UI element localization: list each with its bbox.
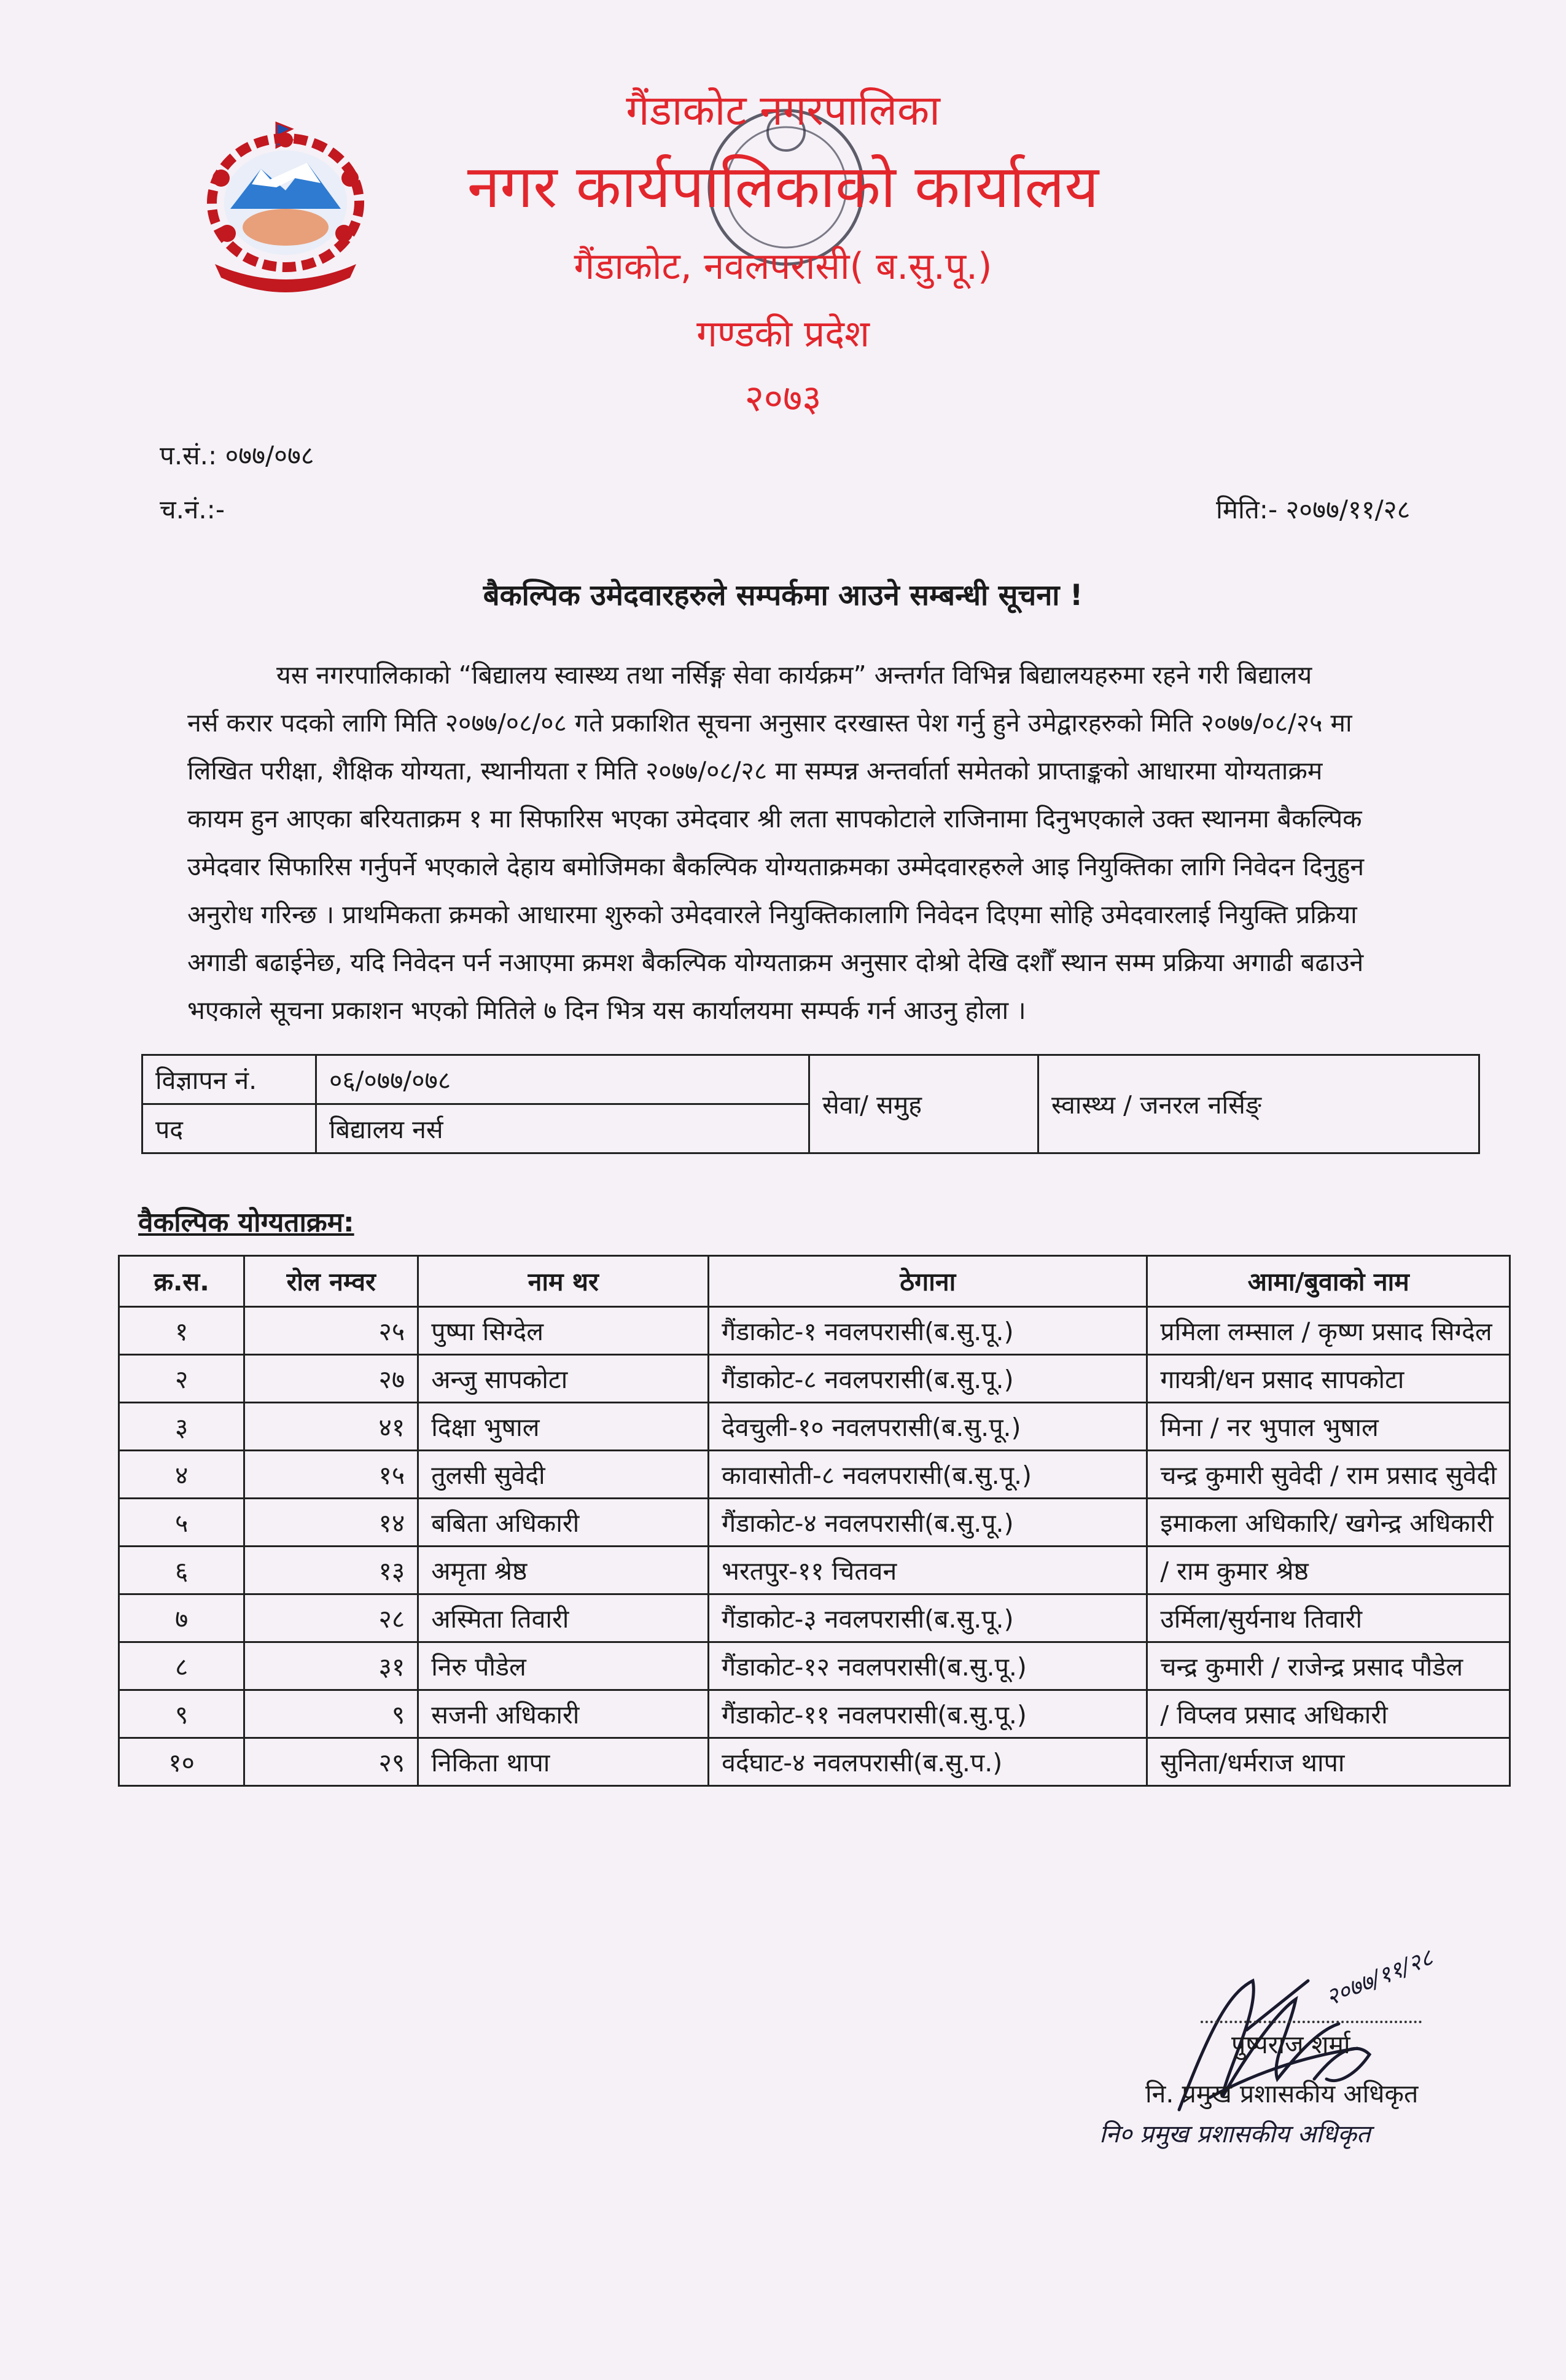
cell-name: दिक्षा भुषाल [418, 1403, 709, 1451]
cell-parents: चन्द्र कुमारी / राजेन्द्र प्रसाद पौडेल [1147, 1642, 1510, 1690]
cell-address: गैंडाकोट-१ नवलपरासी(ब.सु.पू.) [709, 1307, 1147, 1355]
cell-serial: ३ [119, 1403, 244, 1451]
cell-name: तुलसी सुवेदी [418, 1451, 709, 1499]
table-row [119, 1451, 1510, 1499]
cell-roll: २८ [244, 1594, 418, 1642]
cell-roll: २७ [244, 1355, 418, 1403]
office-title: नगर कार्यपालिकाको कार्यालय [467, 152, 1099, 221]
cell-address: भरतपुर-११ चितवन [709, 1547, 1147, 1594]
body-line: अनुरोध गरिन्छ । प्राथमिकता क्रमको आधारमा शुरुको उमेदवारले नियुक्तिकालागि निवेदन दिएमा सोहि उमेदवारलाई नियुक्ति प्रक्रिया [187, 900, 1357, 929]
column-header-serial: क्र.स. [119, 1256, 244, 1307]
table-row [119, 1642, 1510, 1690]
cell-roll: १५ [244, 1451, 418, 1499]
cell-parents: / विप्लव प्रसाद अधिकारी [1147, 1690, 1510, 1738]
table-header-row [119, 1256, 1510, 1307]
column-header-parents: आमा/बुवाको नाम [1147, 1256, 1510, 1307]
cell-roll: १४ [244, 1499, 418, 1547]
cell-address: गैंडाकोट-४ नवलपरासी(ब.सु.पू.) [709, 1499, 1147, 1547]
cell-name: पुष्पा सिग्देल [418, 1307, 709, 1355]
cell-parents: इमाकला अधिकारि/ खगेन्द्र अधिकारी [1147, 1499, 1510, 1547]
cell-parents: सुनिता/धर्मराज थापा [1147, 1738, 1510, 1786]
handwritten-date: २०७७/११/२८ [1322, 1943, 1437, 2011]
post-label: पद [142, 1104, 316, 1153]
body-line: लिखित परीक्षा, शैक्षिक योग्यता, स्थानीयता र मिति २०७७/०८/२८ मा सम्पन्न अन्तर्वार्ता समेतको प्राप्ताङ्कको आधारमा योग्यताक्रम [187, 756, 1323, 786]
cell-name: निरु पौडेल [418, 1642, 709, 1690]
cell-name: निकिता थापा [418, 1738, 709, 1786]
dispatch-number: च.नं.:- [160, 494, 225, 525]
cell-parents: प्रमिला लम्साल / कृष्ण प्रसाद सिग्देल [1147, 1307, 1510, 1355]
signature-scribble [1155, 2196, 1462, 2380]
cell-roll: १३ [244, 1547, 418, 1594]
signature-line [1201, 2021, 1422, 2023]
cell-serial: ९ [119, 1690, 244, 1738]
province-name: गण्डकी प्रदेश [696, 313, 870, 356]
cell-serial: ६ [119, 1547, 244, 1594]
table-row [119, 1403, 1510, 1451]
body-line: उमेदवार सिफारिस गर्नुपर्ने भएकाले देहाय बमोजिमका बैकल्पिक योग्यताक्रमका उम्मेदवारहरुले आइ नियुक्तिका लागि निवेदन दिनुहुन [187, 852, 1365, 881]
office-address: गैंडाकोट, नवलपरासी( ब.सु.पू.) [574, 245, 992, 288]
cell-address: गैंडाकोट-३ नवलपरासी(ब.सु.पू.) [709, 1594, 1147, 1642]
cell-name: अस्मिता तिवारी [418, 1594, 709, 1642]
table-row [119, 1738, 1510, 1786]
cell-roll: ४१ [244, 1403, 418, 1451]
signatory-name: पुष्पराज शर्मा [1231, 2030, 1350, 2059]
established-year: २०७३ [744, 377, 822, 420]
merit-list-body [119, 1307, 1510, 1786]
advertisement-label: विज्ञापन नं. [142, 1055, 316, 1104]
advertisement-number: ०६/०७७/०७८ [316, 1055, 809, 1104]
cell-name: अमृता श्रेष्ठ [418, 1547, 709, 1594]
notice-date: मिति:- २०७७/११/२८ [1216, 494, 1411, 525]
cell-serial: ८ [119, 1642, 244, 1690]
table-row [119, 1547, 1510, 1594]
cell-address: गैंडाकोट-८ नवलपरासी(ब.सु.पू.) [709, 1355, 1147, 1403]
body-line: भएकाले सूचना प्रकाशन भएको मितिले ७ दिन भित्र यस कार्यालयमा सम्पर्क गर्न आउनु होला । [187, 996, 1026, 1025]
cell-name: बबिता अधिकारी [418, 1499, 709, 1547]
table-row [119, 1307, 1510, 1355]
cell-parents: उर्मिला/सुर्यनाथ तिवारी [1147, 1594, 1510, 1642]
cell-address: गैंडाकोट-११ नवलपरासी(ब.सु.पू.) [709, 1690, 1147, 1738]
reference-number: प.सं.: ०७७/०७८ [160, 440, 314, 470]
cell-roll: २५ [244, 1307, 418, 1355]
post-value: बिद्यालय नर्स [316, 1104, 809, 1153]
cell-name: सजनी अधिकारी [418, 1690, 709, 1738]
cell-parents: गायत्री/धन प्रसाद सापकोटा [1147, 1355, 1510, 1403]
notice-title: बैकल्पिक उमेदवारहरुले सम्पर्कमा आउने सम्बन्धी सूचना ! [483, 579, 1083, 612]
table-row [119, 1594, 1510, 1642]
service-group-label: सेवा/ समुह [809, 1055, 1038, 1153]
municipality-name: गैंडाकोट नगरपालिका [626, 87, 940, 135]
cell-serial: १० [119, 1738, 244, 1786]
body-line: यस नगरपालिकाको “बिद्यालय स्वास्थ्य तथा नर्सिङ्ग सेवा कार्यक्रम” अन्तर्गत विभिन्न बिद्यालयहरुमा रहने गरी बिद्यालय [276, 660, 1312, 690]
cell-parents: मिना / नर भुपाल भुषाल [1147, 1403, 1510, 1451]
table-row [119, 1499, 1510, 1547]
column-header-name: नाम थर [418, 1256, 709, 1307]
cell-roll: २९ [244, 1738, 418, 1786]
cell-serial: १ [119, 1307, 244, 1355]
body-line: नर्स करार पदको लागि मिति २०७७/०८/०८ गते प्रकाशित सूचना अनुसार दरखास्त पेश गर्नु हुने उमेद्वारहरुको मिति २०७७/०८/२५ मा [187, 708, 1352, 738]
cell-address: कावासोती-८ नवलपरासी(ब.सु.पू.) [709, 1451, 1147, 1499]
signatory-designation: नि. प्रमुख प्रशासकीय अधिकृत [1145, 2079, 1419, 2109]
merit-list-title: वैकल्पिक योग्यताक्रम: [138, 1207, 354, 1238]
table-row [119, 1355, 1510, 1403]
body-line: कायम हुन आएका बरियताक्रम १ मा सिफारिस भएका उमेदवार श्री लता सापकोटाले राजिनामा दिनुभएकाले उक्त स्थानमा बैकल्पिक [187, 804, 1362, 833]
cell-serial: ५ [119, 1499, 244, 1547]
handwritten-designation: नि० प्रमुख प्रशासकीय अधिकृत [1099, 2120, 1371, 2148]
cell-address: वर्दघाट-४ नवलपरासी(ब.सु.प.) [709, 1738, 1147, 1786]
cell-serial: ७ [119, 1594, 244, 1642]
cell-address: देवचुली-१० नवलपरासी(ब.सु.पू.) [709, 1403, 1147, 1451]
merit-list-table [118, 1255, 1511, 1787]
cell-serial: २ [119, 1355, 244, 1403]
body-line: अगाडी बढाईनेछ, यदि निवेदन पर्न नआएमा क्रमश बैकल्पिक योग्यताक्रम अनुसार दोश्रो देखि दशौँ स्थान सम्म प्रक्रिया अगाढी बढाउने [187, 948, 1364, 977]
cell-roll: ९ [244, 1690, 418, 1738]
service-group-value: स्वास्थ्य / जनरल नर्सिङ् [1038, 1055, 1479, 1153]
cell-parents: / राम कुमार श्रेष्ठ [1147, 1547, 1510, 1594]
column-header-address: ठेगाना [709, 1256, 1147, 1307]
column-header-roll: रोल नम्वर [244, 1256, 418, 1307]
table-row [119, 1690, 1510, 1738]
cell-parents: चन्द्र कुमारी सुवेदी / राम प्रसाद सुवेदी [1147, 1451, 1510, 1499]
cell-roll: ३१ [244, 1642, 418, 1690]
cell-serial: ४ [119, 1451, 244, 1499]
cell-name: अन्जु सापकोटा [418, 1355, 709, 1403]
cell-address: गैंडाकोट-१२ नवलपरासी(ब.सु.पू.) [709, 1642, 1147, 1690]
vacancy-info-table [141, 1054, 1480, 1154]
